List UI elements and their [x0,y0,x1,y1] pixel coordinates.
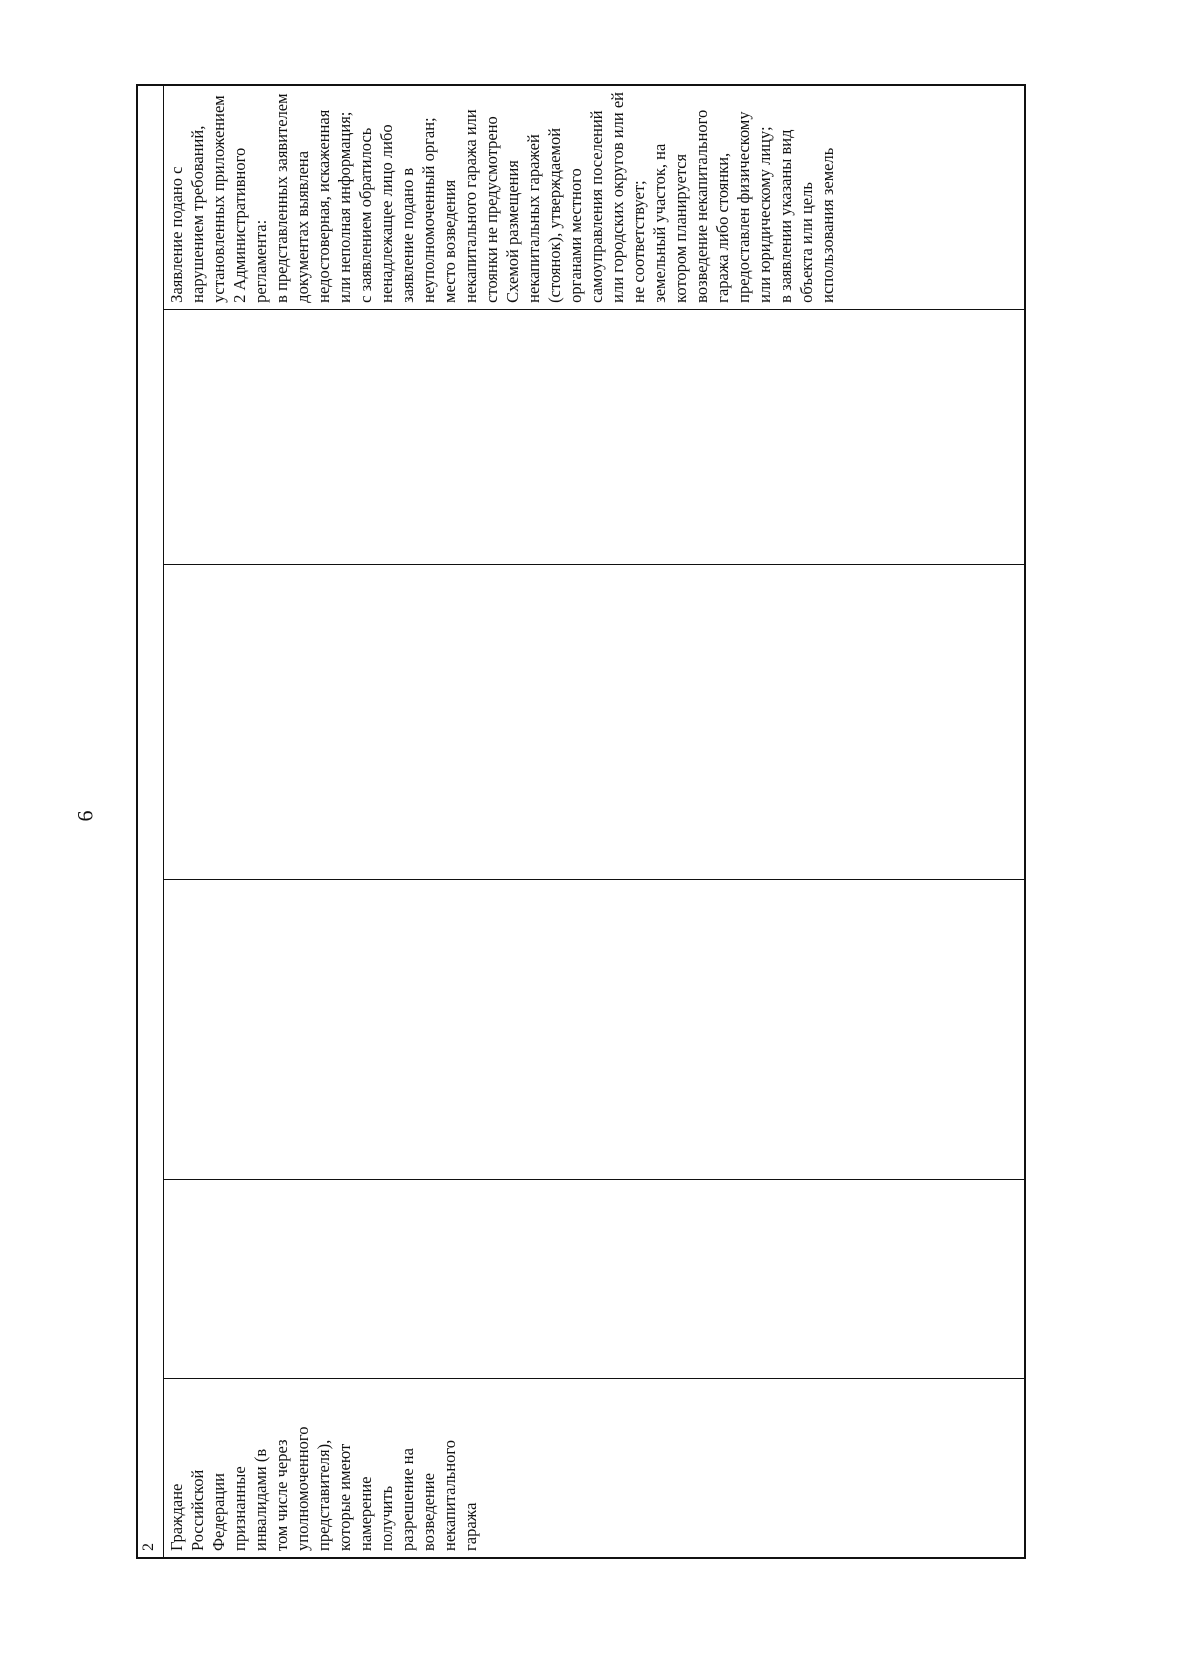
refusal-line: в представленных заявителем [272,93,291,303]
applicant-line: Федерации [209,1473,228,1551]
refusal-line: или городских округов или ей [608,91,627,303]
refusal-line: использования земель [818,147,837,303]
applicant-line: инвалидами (в [251,1448,270,1551]
refusal-line: самоуправления поселений [587,110,606,303]
applicant-line: гаража [461,1502,480,1551]
refusal-line: гаража либо стоянки, [713,152,732,303]
applicant-line: представителя), [314,1439,333,1551]
applicant-line: которые имеют [335,1443,354,1551]
refusal-line: или юридическому лицу; [755,126,774,303]
refusal-line: котором планируется [671,153,690,303]
empty-cell [164,309,1024,565]
refusal-line: регламента: [251,219,270,303]
applicant-line: получить [377,1485,396,1551]
applicant-line: некапитального [440,1439,459,1551]
refusal-line: земельный участок, на [650,143,669,303]
refusal-line: некапитальных гаражей [524,134,543,303]
refusal-line: возведение некапитального [692,109,711,303]
refusal-line: предоставлен физическому [734,111,753,303]
applicant-line: возведение [419,1473,438,1551]
table-row-number-strip [138,86,164,1557]
refusal-line: или неполная информация; [335,111,354,303]
refusal-grounds-cell [164,86,1024,309]
refusal-line: стоянки не предусмотрено [482,116,501,303]
refusal-line: с заявлением обратилось [356,127,375,303]
empty-cell [164,879,1024,1179]
refusal-line: нарушением требований, [188,125,207,303]
applicant-line: намерение [356,1476,375,1551]
applicant-category-cell [164,1378,1024,1557]
refusal-line: не соответствует; [629,180,648,303]
table-row [164,86,1024,1557]
row-number-cell: 2 [140,1543,157,1551]
refusal-line: в заявлении указаны вид [776,129,795,303]
refusal-line: (стоянок), утверждаемой [545,127,564,303]
applicant-line: признанные [230,1466,249,1551]
applicant-line: разрешение на [398,1448,417,1551]
empty-cell [164,1179,1024,1377]
refusal-line: ненадлежащее лицо либо [377,124,396,303]
refusal-line: документах выявлена [293,150,312,303]
refusal-line: заявление подано в [398,167,417,303]
applicant-line: уполномоченного [293,1426,312,1551]
table-container [136,84,1026,1559]
refusal-line: Заявление подано с [167,166,186,303]
empty-cell [164,564,1024,879]
refusal-line: органами местного [566,168,585,303]
applicant-line: Российской [188,1469,207,1551]
refusal-line: недостоверная, искаженная [314,109,333,303]
refusal-line: установленных приложением [209,95,228,303]
refusal-line: 2 Административного [230,147,249,303]
applicant-line: том числе через [272,1439,291,1551]
page-number: 6 [72,810,98,822]
refusal-line: Схемой размещения [503,160,522,303]
document-table [136,84,1026,1559]
refusal-line: место возведения [440,179,459,303]
refusal-line: объекта или цель [797,182,816,303]
refusal-line: неуполномоченный орган; [419,117,438,303]
refusal-line: некапитального гаража или [461,109,480,303]
applicant-line: Граждане [167,1483,186,1551]
